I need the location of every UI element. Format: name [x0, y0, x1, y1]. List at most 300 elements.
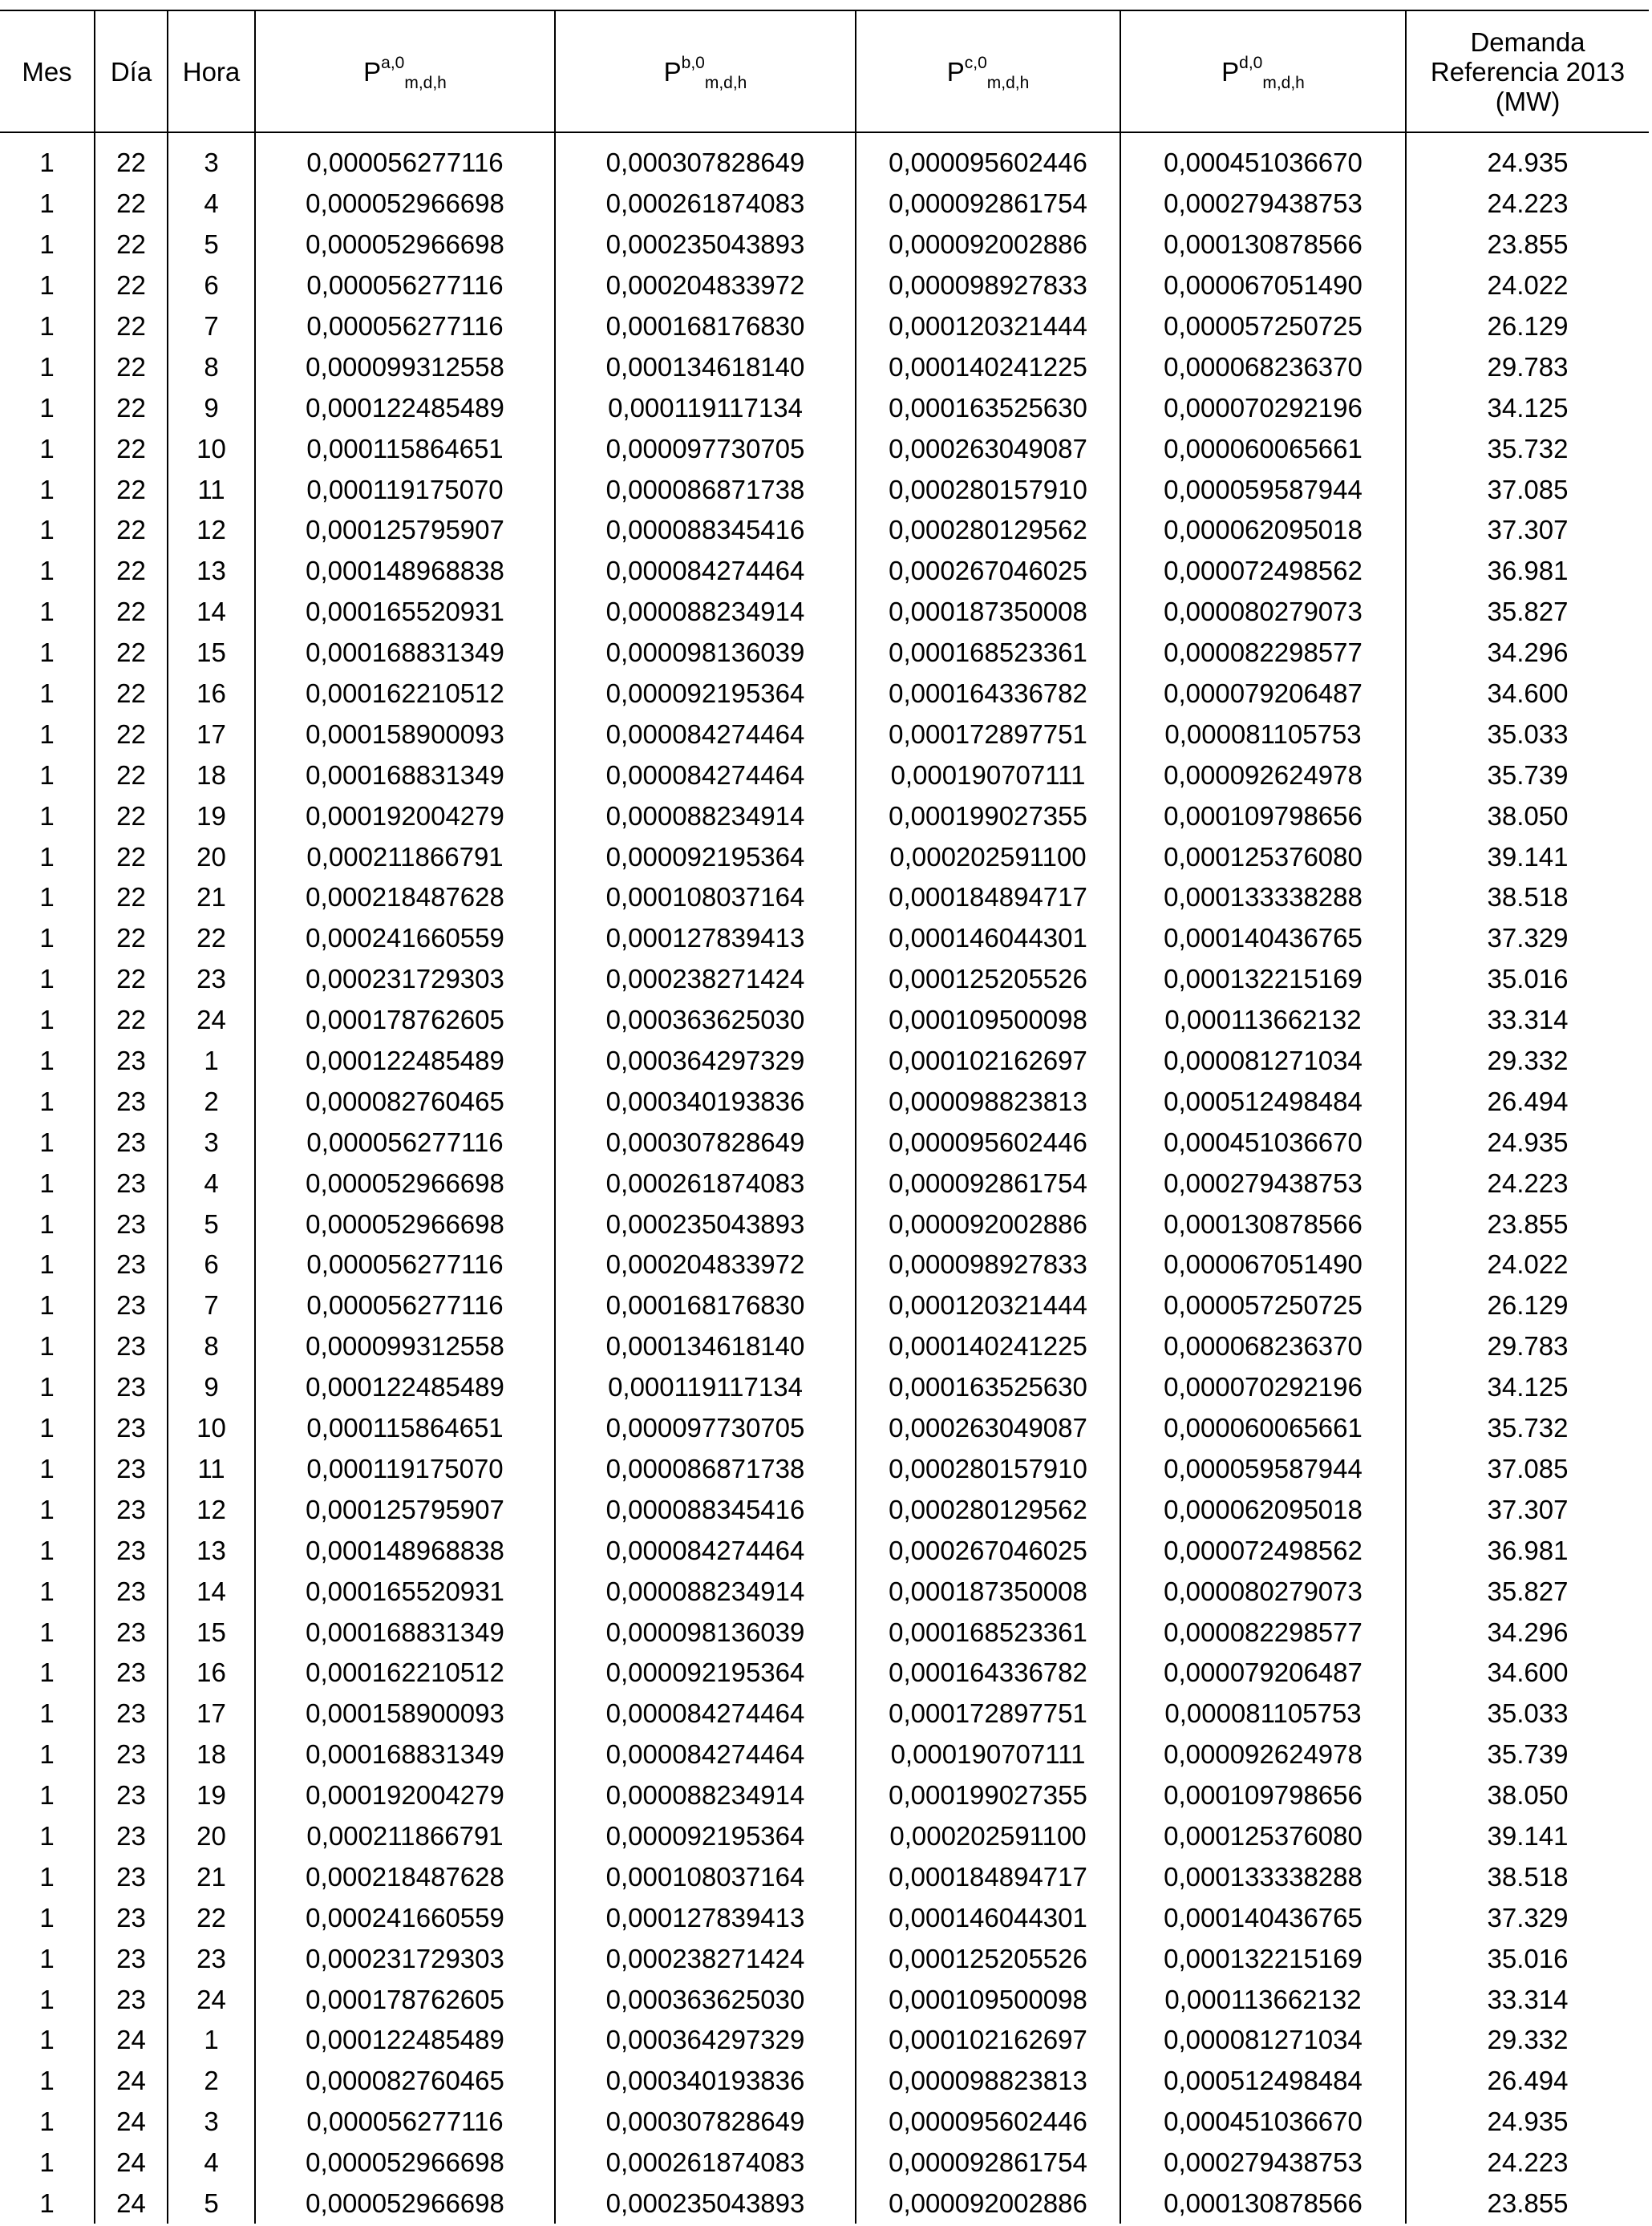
cell-pb: 0,000119117134	[555, 1367, 856, 1408]
cell-pa: 0,000056277116	[255, 265, 555, 306]
cell-pb: 0,000168176830	[555, 1285, 856, 1326]
cell-mes: 1	[39, 718, 55, 749]
cell-pd: 0,000062095018	[1120, 1489, 1406, 1530]
cell-demanda: 29.783	[1406, 1326, 1649, 1367]
cell-pd: 0,000140436765	[1120, 1897, 1406, 1938]
cell-dia: 22	[95, 795, 168, 836]
cell-pc: 0,000172897751	[856, 1694, 1120, 1734]
cell-pc: 0,000102162697	[856, 1041, 1120, 1082]
cell-pc: 0,000102162697	[856, 2020, 1120, 2061]
cell-pd: 0,000067051490	[1120, 265, 1406, 306]
cell-dia: 22	[95, 674, 168, 714]
cell-pa: 0,000056277116	[255, 1122, 555, 1163]
cell-pd: 0,000092624978	[1120, 1734, 1406, 1775]
cell-demanda: 38.518	[1406, 1856, 1649, 1897]
cell-dia: 22	[95, 918, 168, 959]
cell-dia: 23	[95, 1856, 168, 1897]
cell-mes: 1	[39, 1453, 55, 1483]
cell-pb: 0,000134618140	[555, 1326, 856, 1367]
header-pb-base: P	[663, 56, 682, 87]
table-row	[0, 836, 1649, 877]
header-demanda-line: Demanda	[1470, 26, 1585, 57]
cell-dia: 23	[95, 1816, 168, 1857]
cell-mes: 1	[39, 1943, 55, 1973]
table-body	[0, 132, 1649, 2224]
cell-pd: 0,000109798656	[1120, 1775, 1406, 1816]
cell-demanda: 35.732	[1406, 1408, 1649, 1449]
cell-pa: 0,000122485489	[255, 2020, 555, 2061]
data-table	[0, 10, 1649, 2224]
cell-hora: 10	[168, 1408, 255, 1449]
cell-pb: 0,000340193836	[555, 1081, 856, 1122]
header-demanda-line: (MW)	[1495, 86, 1561, 116]
cell-pd: 0,000062095018	[1120, 510, 1406, 551]
cell-pd: 0,000512498484	[1120, 2061, 1406, 2102]
table-row	[0, 1734, 1649, 1775]
cell-pd: 0,000512498484	[1120, 1081, 1406, 1122]
cell-pc: 0,000109500098	[856, 1000, 1120, 1041]
cell-hora: 3	[168, 2102, 255, 2143]
cell-pa: 0,000052966698	[255, 225, 555, 265]
cell-dia: 23	[95, 1530, 168, 1571]
cell-mes: 1	[39, 1413, 55, 1443]
cell-mes: 1	[39, 1576, 55, 1606]
cell-pc: 0,000263049087	[856, 1408, 1120, 1449]
table-row	[0, 1489, 1649, 1530]
cell-hora: 4	[168, 184, 255, 225]
cell-pb: 0,000088234914	[555, 1775, 856, 1816]
cell-hora: 19	[168, 795, 255, 836]
cell-pa: 0,000231729303	[255, 1938, 555, 1979]
cell-pc: 0,000095602446	[856, 2102, 1120, 2143]
cell-pc: 0,000280129562	[856, 1489, 1120, 1530]
cell-pd: 0,000092624978	[1120, 755, 1406, 795]
cell-pd: 0,000125376080	[1120, 1816, 1406, 1857]
cell-demanda: 39.141	[1406, 836, 1649, 877]
cell-pd: 0,000279438753	[1120, 1163, 1406, 1204]
cell-hora: 15	[168, 633, 255, 674]
table-row	[0, 1816, 1649, 1857]
cell-pc: 0,000092861754	[856, 1163, 1120, 1204]
cell-pb: 0,000204833972	[555, 265, 856, 306]
cell-dia: 23	[95, 1245, 168, 1285]
cell-pd: 0,000079206487	[1120, 674, 1406, 714]
header-mes: Mes	[0, 10, 95, 132]
cell-pc: 0,000095602446	[856, 143, 1120, 184]
cell-pa: 0,000082760465	[255, 2061, 555, 2102]
cell-pc: 0,000172897751	[856, 714, 1120, 755]
cell-pb: 0,000084274464	[555, 1530, 856, 1571]
cell-pd: 0,000068236370	[1120, 1326, 1406, 1367]
cell-dia: 22	[95, 1000, 168, 1041]
cell-dia: 23	[95, 1775, 168, 1816]
cell-demanda: 37.329	[1406, 918, 1649, 959]
cell-dia: 23	[95, 1326, 168, 1367]
cell-dia: 23	[95, 1367, 168, 1408]
cell-pa: 0,000218487628	[255, 1856, 555, 1897]
cell-pc: 0,000202591100	[856, 1816, 1120, 1857]
table-row	[0, 1612, 1649, 1653]
cell-pc: 0,000109500098	[856, 1979, 1120, 2020]
header-pb-sup: b,0	[681, 53, 705, 72]
cell-pb: 0,000238271424	[555, 1938, 856, 1979]
cell-pd: 0,000133338288	[1120, 1856, 1406, 1897]
cell-demanda: 37.085	[1406, 1449, 1649, 1490]
cell-pd: 0,000059587944	[1120, 469, 1406, 510]
cell-pd: 0,000130878566	[1120, 2184, 1406, 2224]
cell-pc: 0,000184894717	[856, 1856, 1120, 1897]
cell-pa: 0,000148968838	[255, 1530, 555, 1571]
cell-pd: 0,000070292196	[1120, 1367, 1406, 1408]
cell-pd: 0,000132215169	[1120, 1938, 1406, 1979]
cell-pa: 0,000125795907	[255, 510, 555, 551]
cell-dia: 22	[95, 959, 168, 1000]
table-row	[0, 755, 1649, 795]
cell-pc: 0,000163525630	[856, 1367, 1120, 1408]
table-row	[0, 1775, 1649, 1816]
cell-pb: 0,000084274464	[555, 755, 856, 795]
cell-dia: 24	[95, 2061, 168, 2102]
cell-pa: 0,000211866791	[255, 1816, 555, 1857]
cell-pc: 0,000098927833	[856, 265, 1120, 306]
cell-pd: 0,000279438753	[1120, 184, 1406, 225]
cell-pd: 0,000070292196	[1120, 387, 1406, 428]
cell-mes: 1	[39, 1984, 55, 2014]
cell-mes: 1	[39, 1086, 55, 1116]
cell-mes: 1	[39, 964, 55, 994]
cell-demanda: 38.050	[1406, 1775, 1649, 1816]
cell-pa: 0,000192004279	[255, 1775, 555, 1816]
cell-pd: 0,000081105753	[1120, 714, 1406, 755]
table-row	[0, 2184, 1649, 2224]
cell-dia: 23	[95, 1653, 168, 1694]
cell-pd: 0,000451036670	[1120, 143, 1406, 184]
cell-pb: 0,000204833972	[555, 1245, 856, 1285]
cell-pc: 0,000187350008	[856, 592, 1120, 633]
cell-pd: 0,000057250725	[1120, 306, 1406, 347]
cell-pa: 0,000122485489	[255, 1367, 555, 1408]
cell-demanda: 35.739	[1406, 1734, 1649, 1775]
cell-pb: 0,000088234914	[555, 1571, 856, 1612]
cell-pa: 0,000082760465	[255, 1081, 555, 1122]
cell-pd: 0,000113662132	[1120, 1000, 1406, 1041]
header-pa	[255, 10, 555, 132]
cell-pb: 0,000092195364	[555, 836, 856, 877]
cell-demanda: 24.935	[1406, 2102, 1649, 2143]
table-row	[0, 1367, 1649, 1408]
cell-pd: 0,000059587944	[1120, 1449, 1406, 1490]
cell-dia: 22	[95, 469, 168, 510]
cell-dia: 22	[95, 551, 168, 592]
cell-hora: 21	[168, 1856, 255, 1897]
header-pa-base: P	[363, 56, 382, 87]
cell-hora: 20	[168, 836, 255, 877]
cell-mes: 1	[39, 841, 55, 872]
cell-mes: 1	[39, 1331, 55, 1362]
cell-mes: 1	[39, 270, 55, 301]
cell-pd: 0,000113662132	[1120, 1979, 1406, 2020]
cell-demanda: 26.129	[1406, 306, 1649, 347]
cell-mes: 1	[39, 1617, 55, 1647]
cell-pb: 0,000097730705	[555, 1408, 856, 1449]
cell-hora: 1	[168, 2020, 255, 2061]
cell-pc: 0,000163525630	[856, 387, 1120, 428]
header-pc-base: P	[946, 56, 965, 87]
table-row	[0, 225, 1649, 265]
cell-pc: 0,000098823813	[856, 2061, 1120, 2102]
cell-hora: 6	[168, 265, 255, 306]
cell-pc: 0,000120321444	[856, 1285, 1120, 1326]
table-row	[0, 1041, 1649, 1082]
table-row	[0, 1000, 1649, 1041]
cell-pb: 0,000261874083	[555, 1163, 856, 1204]
table-row	[0, 1938, 1649, 1979]
cell-pa: 0,000158900093	[255, 1694, 555, 1734]
cell-pa: 0,000218487628	[255, 877, 555, 918]
cell-pc: 0,000168523361	[856, 633, 1120, 674]
cell-hora: 18	[168, 1734, 255, 1775]
cell-mes: 1	[39, 1861, 55, 1892]
cell-pa: 0,000241660559	[255, 918, 555, 959]
cell-hora: 11	[168, 1449, 255, 1490]
cell-dia: 22	[95, 306, 168, 347]
cell-pb: 0,000261874083	[555, 2143, 856, 2184]
cell-demanda: 29.332	[1406, 2020, 1649, 2061]
cell-pb: 0,000084274464	[555, 551, 856, 592]
cell-hora: 24	[168, 1979, 255, 2020]
cell-mes: 1	[39, 1698, 55, 1729]
cell-pa: 0,000162210512	[255, 674, 555, 714]
header-hora: Hora	[168, 10, 255, 132]
cell-pb: 0,000088234914	[555, 592, 856, 633]
cell-pa: 0,000168831349	[255, 1734, 555, 1775]
cell-pd: 0,000130878566	[1120, 225, 1406, 265]
cell-hora: 2	[168, 1081, 255, 1122]
cell-dia: 22	[95, 877, 168, 918]
cell-dia: 22	[95, 755, 168, 795]
header-demanda-line: Referencia 2013	[1430, 56, 1626, 87]
cell-dia: 23	[95, 1571, 168, 1612]
table-row	[0, 1285, 1649, 1326]
table-row	[0, 1694, 1649, 1734]
cell-dia: 22	[95, 225, 168, 265]
cell-mes: 1	[39, 351, 55, 382]
cell-pa: 0,000115864651	[255, 428, 555, 469]
cell-mes: 1	[39, 1290, 55, 1321]
cell-pd: 0,000140436765	[1120, 918, 1406, 959]
cell-demanda: 34.296	[1406, 1612, 1649, 1653]
cell-dia: 23	[95, 1163, 168, 1204]
cell-pb: 0,000086871738	[555, 1449, 856, 1490]
cell-hora: 4	[168, 1163, 255, 1204]
cell-dia: 23	[95, 1734, 168, 1775]
cell-hora: 11	[168, 469, 255, 510]
cell-pd: 0,000060065661	[1120, 428, 1406, 469]
cell-pb: 0,000084274464	[555, 1734, 856, 1775]
cell-demanda: 29.783	[1406, 346, 1649, 387]
table-row	[0, 143, 1649, 184]
spacer-row	[0, 132, 1649, 143]
cell-pc: 0,000190707111	[856, 1734, 1120, 1775]
cell-pa: 0,000056277116	[255, 2102, 555, 2143]
cell-mes: 1	[39, 637, 55, 668]
table-row	[0, 714, 1649, 755]
cell-mes: 1	[39, 1780, 55, 1811]
cell-demanda: 38.050	[1406, 795, 1649, 836]
cell-hora: 13	[168, 1530, 255, 1571]
cell-pd: 0,000081105753	[1120, 1694, 1406, 1734]
header-pc-sub: m,d,h	[986, 73, 1030, 92]
cell-hora: 12	[168, 510, 255, 551]
cell-dia: 24	[95, 2143, 168, 2184]
cell-pc: 0,000164336782	[856, 1653, 1120, 1694]
cell-pb: 0,000127839413	[555, 1897, 856, 1938]
cell-demanda: 34.125	[1406, 1367, 1649, 1408]
cell-dia: 24	[95, 2102, 168, 2143]
header-pd-sup: d,0	[1239, 53, 1263, 72]
table-row	[0, 1653, 1649, 1694]
cell-mes: 1	[39, 1902, 55, 1933]
table-row	[0, 877, 1649, 918]
header-row	[0, 10, 1649, 132]
cell-dia: 23	[95, 1408, 168, 1449]
cell-demanda: 26.494	[1406, 2061, 1649, 2102]
cell-dia: 23	[95, 1449, 168, 1490]
cell-pc: 0,000098823813	[856, 1081, 1120, 1122]
cell-mes: 1	[39, 229, 55, 260]
cell-mes: 1	[39, 2025, 55, 2055]
cell-pd: 0,000072498562	[1120, 1530, 1406, 1571]
cell-demanda: 24.223	[1406, 2143, 1649, 2184]
cell-mes: 1	[39, 678, 55, 709]
cell-pa: 0,000168831349	[255, 1612, 555, 1653]
cell-hora: 16	[168, 1653, 255, 1694]
header-pd-sub: m,d,h	[1262, 73, 1305, 92]
cell-mes: 1	[39, 1372, 55, 1402]
cell-pa: 0,000056277116	[255, 1285, 555, 1326]
cell-pa: 0,000158900093	[255, 714, 555, 755]
table-row	[0, 795, 1649, 836]
header-pa-sub: m,d,h	[404, 73, 447, 92]
cell-dia: 23	[95, 1694, 168, 1734]
cell-pb: 0,000084274464	[555, 714, 856, 755]
cell-pb: 0,000238271424	[555, 959, 856, 1000]
cell-hora: 9	[168, 1367, 255, 1408]
header-pd-base: P	[1221, 56, 1240, 87]
cell-pc: 0,000199027355	[856, 1775, 1120, 1816]
cell-dia: 23	[95, 1612, 168, 1653]
table-row	[0, 1122, 1649, 1163]
cell-mes: 1	[39, 188, 55, 219]
header-pb-sub: m,d,h	[704, 73, 747, 92]
cell-dia: 22	[95, 428, 168, 469]
table-row	[0, 2143, 1649, 2184]
cell-demanda: 36.981	[1406, 551, 1649, 592]
cell-demanda: 34.296	[1406, 633, 1649, 674]
cell-pb: 0,000084274464	[555, 1694, 856, 1734]
cell-pb: 0,000097730705	[555, 428, 856, 469]
cell-dia: 22	[95, 143, 168, 184]
cell-demanda: 24.223	[1406, 1163, 1649, 1204]
cell-demanda: 24.223	[1406, 184, 1649, 225]
cell-mes: 1	[39, 2147, 55, 2178]
table-row	[0, 1449, 1649, 1490]
cell-pa: 0,000168831349	[255, 633, 555, 674]
cell-demanda: 26.494	[1406, 1081, 1649, 1122]
cell-pd: 0,000109798656	[1120, 795, 1406, 836]
cell-hora: 20	[168, 1816, 255, 1857]
cell-dia: 22	[95, 633, 168, 674]
cell-demanda: 36.981	[1406, 1530, 1649, 1571]
cell-mes: 1	[39, 882, 55, 913]
cell-demanda: 26.129	[1406, 1285, 1649, 1326]
cell-hora: 22	[168, 1897, 255, 1938]
table-row	[0, 2061, 1649, 2102]
cell-dia: 23	[95, 1897, 168, 1938]
cell-pd: 0,000080279073	[1120, 592, 1406, 633]
cell-pc: 0,000202591100	[856, 836, 1120, 877]
cell-dia: 22	[95, 592, 168, 633]
table-row	[0, 1326, 1649, 1367]
cell-pb: 0,000364297329	[555, 2020, 856, 2061]
cell-pb: 0,000127839413	[555, 918, 856, 959]
cell-demanda: 37.329	[1406, 1897, 1649, 1938]
cell-demanda: 34.125	[1406, 387, 1649, 428]
cell-pc: 0,000092861754	[856, 2143, 1120, 2184]
cell-mes: 1	[39, 1739, 55, 1770]
cell-hora: 21	[168, 877, 255, 918]
cell-pc: 0,000120321444	[856, 306, 1120, 347]
cell-mes: 1	[39, 1005, 55, 1035]
cell-pc: 0,000190707111	[856, 755, 1120, 795]
cell-pb: 0,000088345416	[555, 1489, 856, 1530]
cell-hora: 18	[168, 755, 255, 795]
cell-pc: 0,000092861754	[856, 184, 1120, 225]
cell-pa: 0,000056277116	[255, 143, 555, 184]
cell-mes: 1	[39, 433, 55, 463]
cell-pb: 0,000235043893	[555, 2184, 856, 2224]
cell-pc: 0,000263049087	[856, 428, 1120, 469]
cell-pb: 0,000307828649	[555, 1122, 856, 1163]
cell-hora: 4	[168, 2143, 255, 2184]
cell-pd: 0,000125376080	[1120, 836, 1406, 877]
cell-demanda: 23.855	[1406, 2184, 1649, 2224]
table-row	[0, 1530, 1649, 1571]
cell-hora: 22	[168, 918, 255, 959]
cell-demanda: 39.141	[1406, 1816, 1649, 1857]
cell-pd: 0,000068236370	[1120, 346, 1406, 387]
cell-pb: 0,000088345416	[555, 510, 856, 551]
cell-demanda: 24.935	[1406, 1122, 1649, 1163]
cell-pc: 0,000140241225	[856, 1326, 1120, 1367]
cell-pb: 0,000261874083	[555, 184, 856, 225]
cell-pc: 0,000280157910	[856, 1449, 1120, 1490]
cell-pd: 0,000072498562	[1120, 551, 1406, 592]
cell-pc: 0,000125205526	[856, 959, 1120, 1000]
cell-pa: 0,000148968838	[255, 551, 555, 592]
cell-pa: 0,000052966698	[255, 2184, 555, 2224]
cell-hora: 5	[168, 1204, 255, 1245]
cell-pb: 0,000108037164	[555, 877, 856, 918]
cell-demanda: 35.732	[1406, 428, 1649, 469]
cell-pa: 0,000122485489	[255, 387, 555, 428]
cell-hora: 23	[168, 1938, 255, 1979]
table-row	[0, 1979, 1649, 2020]
cell-pd: 0,000132215169	[1120, 959, 1406, 1000]
cell-mes: 1	[39, 556, 55, 586]
cell-pa: 0,000052966698	[255, 2143, 555, 2184]
cell-pc: 0,000187350008	[856, 1571, 1120, 1612]
